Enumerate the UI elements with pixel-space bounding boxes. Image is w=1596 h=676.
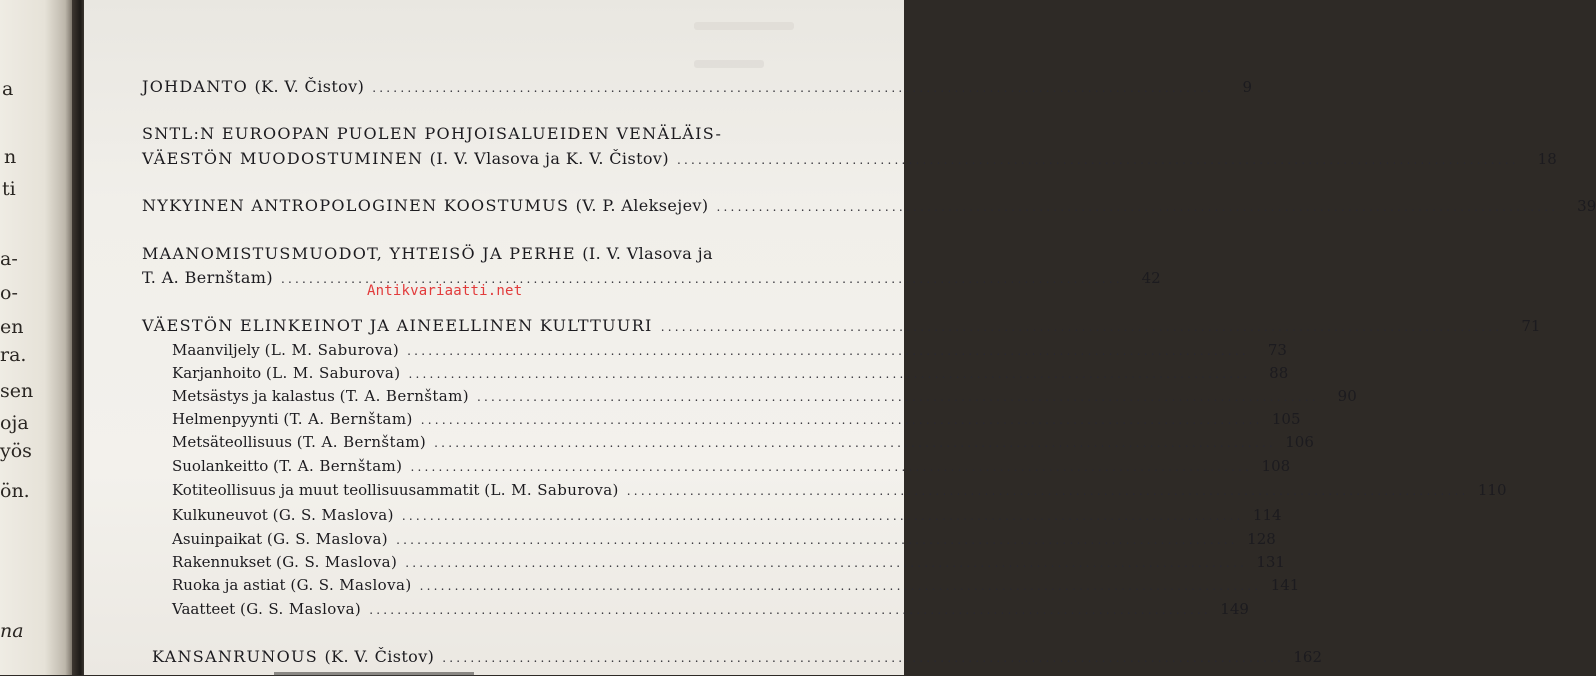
toc-entry-title: SNTL:N EUROOPAN PUOLEN POHJOISALUEIDEN VENÄLÄIS-: [142, 124, 723, 143]
dot-leader: ........................................................................................................................: [660, 320, 1503, 334]
dot-leader: ........................................................................................................................: [419, 579, 1262, 593]
toc-entry-page-number: 149: [1220, 600, 1249, 618]
toc-entry-title: Asuinpaikat: [172, 530, 263, 548]
toc-entry-label: [172, 387, 469, 405]
toc-entry-label: [172, 530, 388, 548]
toc-entry-page-number: 106: [1285, 433, 1314, 451]
left-page-fragment: ra.: [0, 344, 27, 366]
toc-entry-title: Ruoka ja astiat: [172, 576, 286, 594]
toc-entry-page-number: 42: [1141, 269, 1161, 287]
toc-entry-title: Kulkuneuvot: [172, 506, 268, 524]
toc-entry-label: [172, 457, 402, 475]
toc-entry: [142, 244, 800, 263]
toc-entry-title: VÄESTÖN ELINKEINOT JA AINEELLINEN KULTTUURI: [142, 316, 653, 335]
dot-leader: ........................................................................................................................: [396, 533, 1238, 547]
bleed-through-mark: [694, 22, 794, 30]
toc-entry-page-number: 90: [1337, 387, 1357, 405]
toc-entry-title: MAANOMISTUSMUODOT, YHTEISÖ JA PERHE: [142, 244, 576, 263]
toc-entry-label: [172, 576, 412, 594]
left-page-fragment: en: [0, 316, 24, 338]
toc-entry: [142, 149, 1557, 168]
bleed-through-mark: [694, 60, 764, 68]
toc-entry-label: [172, 433, 426, 451]
toc-entry: [172, 387, 1357, 405]
toc-entry: [142, 316, 1541, 335]
left-page-fragment: sen: [0, 380, 34, 402]
toc-entry-title: Suolankeitto: [172, 457, 269, 475]
toc-entry-author: (T. A. Bernštam): [273, 457, 403, 475]
toc-entry: [172, 364, 1289, 382]
toc-entry-author: (I. V. Vlasova ja K. V. Čistov): [429, 149, 670, 168]
toc-entry-title: Kotiteollisuus ja muut teollisuusammatit: [172, 481, 480, 499]
dot-leader: ........................................................................................................................: [434, 436, 1276, 450]
left-page-edge: [0, 0, 74, 675]
dot-leader: ........................................................................................................................: [408, 367, 1251, 381]
toc-entry: [172, 457, 1291, 475]
toc-entry-page-number: 73: [1267, 341, 1287, 359]
toc-entry-author: (I. V. Vlasova ja: [582, 244, 713, 263]
toc-entry-page-number: 108: [1261, 457, 1291, 475]
dot-leader: ........................................................................................................................: [410, 460, 1253, 474]
dot-leader: ........................................................................................................................: [442, 651, 1285, 665]
toc-entry-title: Metsästys ja kalastus: [172, 387, 335, 405]
dot-leader: ........................................................................................................................: [626, 484, 1469, 498]
cut-off-next-line: [274, 664, 604, 675]
toc-entry-label: [172, 341, 399, 359]
toc-entry-page-number: 141: [1270, 576, 1300, 594]
toc-entry: [172, 481, 1507, 499]
toc-entry-label: [142, 244, 713, 263]
left-page-fragment: ti: [2, 178, 16, 200]
dot-leader: ........................................................................................................................: [369, 603, 1211, 617]
dot-leader: ........................................................................................................................: [372, 81, 1214, 95]
toc-entry-author: (T. A. Bernštam): [339, 387, 470, 405]
toc-entry-page-number: 39: [1577, 197, 1596, 215]
toc-entry-title: Rakennukset: [172, 553, 272, 571]
toc-entry-page-number: 131: [1256, 553, 1285, 571]
toc-entry-label: [142, 196, 709, 215]
watermark: Antikvariaatti.net: [367, 283, 523, 299]
toc-entry: [172, 576, 1300, 594]
toc-entry-author: (V. P. Aleksejev): [575, 196, 709, 215]
dot-leader: ........................................................................................................................: [420, 413, 1263, 427]
toc-entry: [172, 530, 1276, 548]
toc-entry-label: [142, 149, 669, 168]
dot-leader: ........................................................................................................................: [407, 344, 1249, 358]
toc-entry-title: Vaatteet: [172, 600, 236, 618]
toc-entry-title: KANSANRUNOUS: [152, 647, 319, 666]
toc-entry-label: [142, 316, 653, 335]
toc-page: [84, 0, 1596, 675]
dot-leader: ........................................................................................................................: [405, 556, 1247, 570]
left-page-fragment: a-: [0, 248, 18, 270]
left-page-fragment: n: [4, 146, 17, 168]
toc-entry-page-number: 105: [1271, 410, 1301, 428]
toc-entry-label: [142, 268, 273, 287]
dot-leader: ........................................................................................................................: [677, 153, 1519, 167]
toc-entry-author: (G. S. Maslova): [272, 506, 394, 524]
toc-entry: [172, 553, 1285, 571]
toc-entry-author: (L. M. Saburova): [484, 481, 619, 499]
toc-entry: [142, 196, 1596, 215]
toc-entry-page-number: 128: [1247, 530, 1276, 548]
dot-leader: ........................................................................................................................: [716, 200, 1559, 214]
toc-entry-page-number: 162: [1293, 648, 1323, 666]
toc-entry-title: Metsäteollisuus: [172, 433, 292, 451]
dot-leader: ........................................................................................................................: [401, 509, 1244, 523]
toc-entry: [172, 506, 1282, 524]
toc-entry-label: [172, 481, 619, 499]
toc-entry-author: (L. M. Saburova): [265, 364, 401, 382]
toc-entry-page-number: 71: [1521, 317, 1541, 335]
toc-entry-page-number: 88: [1269, 364, 1289, 382]
toc-entry-title: JOHDANTO: [142, 77, 249, 96]
toc-entry-page-number: 114: [1252, 506, 1282, 524]
toc-entry-author: (G. S. Maslova): [266, 530, 389, 548]
left-page-fragment: ön.: [0, 480, 30, 502]
toc-entry-page-number: 110: [1477, 481, 1507, 499]
toc-entry-author: (T. A. Bernštam): [296, 433, 427, 451]
toc-entry: [172, 600, 1249, 618]
toc-entry: [142, 124, 800, 143]
left-page-fragment: na: [0, 620, 24, 642]
toc-entry-label: [172, 364, 401, 382]
toc-entry: [142, 77, 1252, 96]
toc-entry-author: (T. A. Bernštam): [283, 410, 413, 428]
toc-entry-label: [172, 410, 413, 428]
left-page-fragment: yös: [0, 440, 32, 462]
toc-entry-author: (L. M. Saburova): [264, 341, 400, 359]
toc-entry-author: (G. S. Maslova): [239, 600, 362, 618]
dot-leader: ........................................................................................................................: [281, 272, 1123, 286]
toc-entry-author: T. A. Bernštam): [142, 268, 273, 287]
left-page-fragment: o-: [0, 282, 18, 304]
toc-entry: [172, 433, 1314, 451]
toc-entry-label: [172, 506, 394, 524]
toc-entry-author: (G. S. Maslova): [276, 553, 398, 571]
dot-leader: ........................................................................................................................: [477, 390, 1319, 404]
toc-entry-author: (G. S. Maslova): [290, 576, 412, 594]
toc-entry-author: (K. V. Čistov): [324, 647, 435, 666]
toc-entry-title: NYKYINEN ANTROPOLOGINEN KOOSTUMUS: [142, 196, 570, 215]
toc-entry-author: (K. V. Čistov): [254, 77, 365, 96]
toc-entry: [172, 410, 1301, 428]
toc-entry-label: [142, 124, 722, 143]
toc-entry-title: Karjanhoito: [172, 364, 262, 382]
left-page-fragment: oja: [0, 412, 29, 434]
toc-entry-page-number: 18: [1537, 150, 1557, 168]
toc-entry-page-number: 9: [1242, 78, 1252, 96]
toc-entry-label: [142, 77, 364, 96]
toc-entry-title: Maanviljely: [172, 341, 260, 359]
toc-entry-label: [172, 600, 361, 618]
toc-entry-title: Helmenpyynti: [172, 410, 279, 428]
left-page-fragment: a: [2, 78, 14, 100]
toc-entry-title: VÄESTÖN MUODOSTUMINEN: [142, 149, 424, 168]
toc-entry-label: [172, 553, 397, 571]
toc-entry: [172, 341, 1287, 359]
